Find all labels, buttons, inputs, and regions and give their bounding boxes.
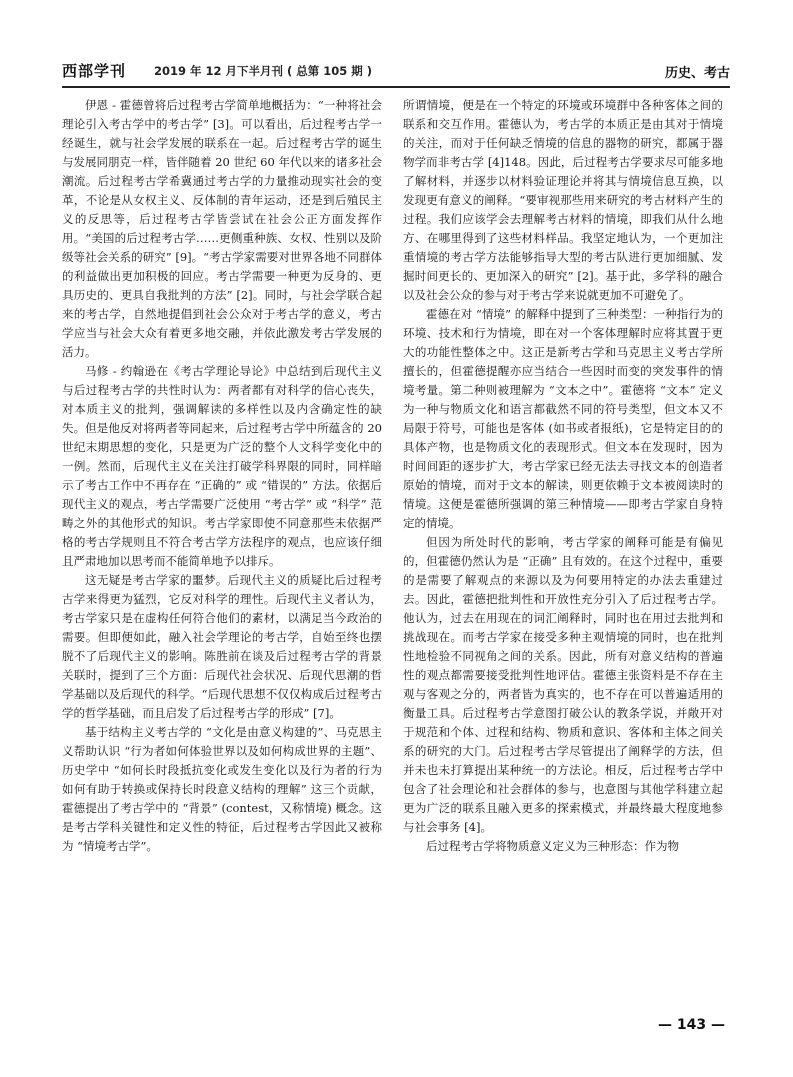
paragraph-continuation: 所谓情境，便是在一个特定的环境或环境群中各种客体之间的联系和交互作用。霍德认为，考古学的本质正是由其对于情境的关注，而对于任何缺乏情境的信息的器物的研究，都属于器物学而非考古学 [4]148。因此，后过程考古学要求尽可能多地了解材料，并逐步以材料验证理论并将其与情境信息互换，以发现更有意义的阐释。“要审视那些用来研究的考古材料产生的过程。我们应该学会去理解考古材料的情境，即我们从什么地方、在哪里得到了这些材料样品。我坚定地认为，一个更加注重情境的考古学方法能够指导大型的考古队进行更加细腻、发掘时间更长的、更加深入的研究” [2]。基于此，多学科的融合以及社会公众的参与对于考古学来说就更加不可避免了。 xyxy=(403,98,723,302)
paragraph: 后过程考古学将物质意义定义为三种形态：作为物 xyxy=(426,839,679,853)
paragraph: 伊恩 - 霍德曾将后过程考古学简单地概括为：“一种将社会理论引入考古学中的考古学” [3]。可以看出，后过程考古学一经诞生，就与社会学发展的联系在一起。后过程考古学的诞生与发展同朋克一样，皆伴随着 20 世纪 60 年代以来的诸多社会潮流。后过程考古学希冀通过考古学的力量推动现实社会的变革，不论是从女权主义、反体制的青年运动，还是到后殖民主义的反思等，后过程考古学皆尝试在社会公正方面发挥作用。“美国的后过程考古学……更侧重种族、女权、性别以及阶级等社会关系的研究” [9]。“考古学家需要对世界各地不同群体的利益做出更加积极的回应。考古学需要一种更为反身的、更具历史的、更具自我批判的方法” [2]。同时，与社会学联合起来的考古学，自然地提倡到社会公众对于考古学的意义，考古学应当与社会大众有着更多地交融，并依此激发考古学发展的活力。 xyxy=(62,98,382,359)
section-label: 历史、考古 xyxy=(664,66,730,81)
paragraph: 基于结构主义考古学的 “文化是由意义构建的”、马克思主义帮助认识 “行为者如何体验世界以及如何构成世界的主题”、历史学中 “如何长时段抵抗变化或发生变化以及行为者的行为如何有助于转换或保持长时段意义结构的理解” 这三个贡献，霍德提出了考古学中的 “背景” (contest，又称情境) 概念。这是考古学科关键性和定义性的特征，后过程考古学因此又被称为 “情境考古学”。 xyxy=(62,725,382,853)
paragraph: 马修 - 约翰逊在《考古学理论导论》中总结到后现代主义与后过程考古学的共性时认为：两者都有对科学的信心丧失，对本质主义的批判，强调解读的多样性以及内含确定性的缺失。但是他反对将两者等同起来，后过程考古学中所蕴含的 20 世纪末期思想的变化，只是更为广泛的整个人文科学变化中的一例。然而，后现代主义在关注打破学科界限的同时，同样暗示了考古工作中不再存在 “正确的” 或 “错误的” 方法。依据后现代主义的观点，考古学需要广泛使用 “考古学” 或 “科学” 范畴之外的其他形式的知识。考古学家即使不同意那些未依据严格的考古学规则且不符合考古学方法程序的观点，也应该仔细且严肃地加以思考而不能简单地予以排斥。 xyxy=(62,364,382,568)
right-column xyxy=(403,96,723,856)
paragraph: 但因为所处时代的影响，考古学家的阐释可能是有偏见的，但霍德仍然认为是 “正确” 且有效的。在这个过程中，重要的是需要了解观点的来源以及为何要用特定的办法去重建过去。因此，霍德把批判性和开放性充分引入了后过程考古学。他认为，过去在用现在的词汇阐释时，同时也在用过去批判和挑战现在。而考古学家在接受多种主观情境的同时，也在批判性地检验不同视角之间的关系。因此，所有对意义结构的普遍性的观点都需要接受批判性地评估。霍德主张资料是不存在主观与客观之分的，两者皆为真实的，也不存在可以普遍适用的衡量工具。后过程考古学意图打破公认的教条学说，并敞开对于规范和个体、过程和结构、物质和意识、客体和主体之间关系的研究的大门。后过程考古学尽管提出了阐释学的方法，但并未也未打算提出某种统一的方法论。相反，后过程考古学中包含了社会理论和社会群体的参与，也意图与其他学科建立起更为广泛的联系且融入更多的探索模式，并最终最大程度地参与社会事务 [4]。 xyxy=(403,535,723,834)
issue-info: 2019 年 12 月下半月刊 ( 总第 105 期 ) xyxy=(154,64,373,78)
running-header xyxy=(62,58,730,84)
paragraph: 霍德在对 “情境” 的解释中提到了三种类型：一种指行为的环境、技术和行为情境，即在对一个客体理解时应将其置于更大的功能性整体之中。这正是新考古学和马克思主义考古学所擅长的，但霍德提醒亦应当结合一些因时而变的突发事件的情境考量。第二种则被理解为 “文本之中”。霍德将 “文本” 定义为一种与物质文化和语言都截然不同的符号类型，但文本又不局限于符号，可能也是客体 (如书或者报纸)，它是特定目的的具体产物，也是物质文化的表现形式。但文本在发现时，因为时间间距的逐步扩大，考古学家已经无法去寻找文本的创造者原始的情境，而对于文本的解读，则更依赖于文本被阅读时的情境。这便是霍德所强调的第三种情境——即考古学家自身特定的情境。 xyxy=(403,307,723,530)
paragraph: 这无疑是考古学家的噩梦。后现代主义的质疑比后过程考古学来得更为猛烈，它反对科学的理性。后现代主义者认为，考古学家只是在虚构任何符合他们的素材，以满足当今政治的需要。但即便如此，融入社会学理论的考古学，自始至终也摆脱不了后现代主义的影响。陈胜前在谈及后过程考古学的背景关联时，提到了三个方面：后现代社会状况、后现代思潮的哲学基础以及后现代的科学。“后现代思想不仅仅构成后过程考古学的哲学基础，而且启发了后过程考古学的形成” [7]。 xyxy=(62,573,382,720)
header-rule xyxy=(62,86,730,88)
left-column xyxy=(62,96,382,856)
page-number: — 143 — xyxy=(658,1017,725,1033)
journal-logo: 西部学刊 xyxy=(62,62,127,80)
